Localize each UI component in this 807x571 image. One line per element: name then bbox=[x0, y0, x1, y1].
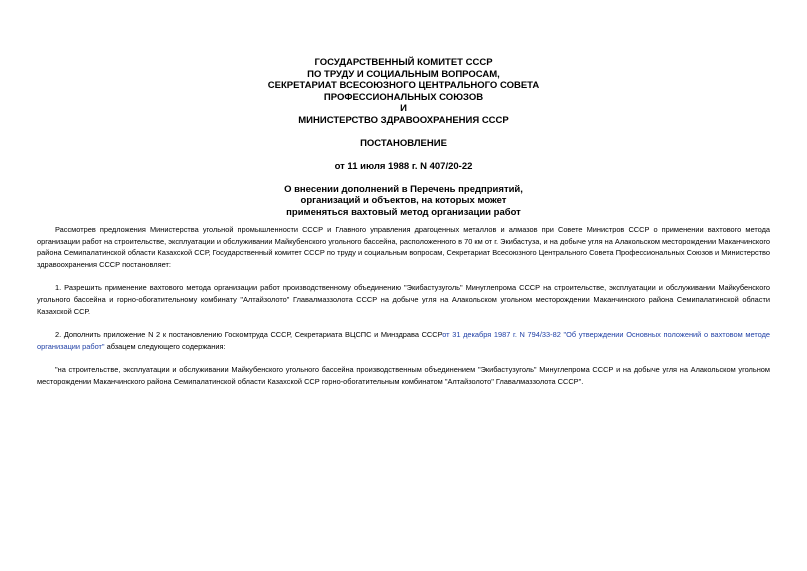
reference-link[interactable]: от 31 декабря 1987 г. N 794/33-82 "Об утверждении Основных положений о вахтовом методе организации работ" bbox=[37, 330, 770, 351]
issuer-line-6: МИНИСТЕРСТВО ЗДРАВООХРАНЕНИЯ СССР bbox=[298, 114, 509, 126]
subject-line-1: О внесении дополнений в Перечень предприятий, bbox=[284, 183, 523, 195]
subject-line-3: применяться вахтовый метод организации работ bbox=[286, 206, 521, 218]
issuer-line-1: ГОСУДАРСТВЕННЫЙ КОМИТЕТ СССР bbox=[314, 57, 493, 68]
issuer-line-4: ПРОФЕССИОНАЛЬНЫХ СОЮЗОВ bbox=[323, 91, 484, 103]
document-header bbox=[0, 57, 807, 218]
item-1-paragraph: 1. Разрешить применение вахтового метода организации работ производственному объединению "Экибастузуголь" Минуглепрома СССР на строительстве, эксплуатации и обслуживании Майкубенского угольного бассейна и горно-обогатительному комбинату "Алтайзолото" Главалмаззолота СССР на добыче угля на Алакольском угольном месторождении Маканчинского района Семипалатинской области Казахской ССР. bbox=[37, 283, 770, 316]
document-type: ПОСТАНОВЛЕНИЕ bbox=[360, 137, 447, 149]
preamble-paragraph: Рассмотрев предложения Министерства угольной промышленности СССР и Главного управления драгоценных металлов и алмазов при Совете Министров СССР о применении вахтового метода организации работ на строительстве, эксплуатации и обслуживании Майкубенского угольного бассейна, расположенного в 70 км от г. Экибастуза, и на добыче угля на Алакольском месторождении Маканчинского района Семипалатинской области Казахской ССР, Государственный комитет СССР по труду и социальным вопросам, Секретариат Всесоюзного Центрального Совета Профессиональных Союзов и Министерство здравоохранения СССР постановляет: bbox=[37, 225, 770, 269]
item-2-text-end: абзацем следующего содержания: bbox=[104, 341, 226, 351]
issuer-line-3: СЕКРЕТАРИАТ ВСЕСОЮЗНОГО ЦЕНТРАЛЬНОГО СОВЕТА bbox=[267, 80, 540, 91]
quote-paragraph: "на строительстве, эксплуатации и обслуживании Майкубенского угольного бассейна производственным объединением "Экибастузуголь" Минуглепрома СССР и на добыче угля на Алакольском угольном месторождении Маканчинского района Семипалатинской области Казахской ССР горно-обогатительным комбинатом "Алтайзолото" Главалмаззолота СССР". bbox=[37, 365, 770, 386]
item-2-paragraph bbox=[37, 329, 770, 352]
issuer-line-5: И bbox=[400, 103, 407, 114]
issuer-line-2: ПО ТРУДУ И СОЦИАЛЬНЫМ ВОПРОСАМ, bbox=[307, 68, 500, 80]
item-2-text: 2. Дополнить приложение N 2 к постановлению Госкомтруда СССР, Секретариата ВЦСПС и Минздрава СССР bbox=[55, 330, 443, 340]
document-body bbox=[37, 224, 770, 400]
subject-line-2: организаций и объектов, на которых может bbox=[300, 195, 507, 206]
document-date-number: от 11 июля 1988 г. N 407/20-22 bbox=[334, 160, 473, 172]
